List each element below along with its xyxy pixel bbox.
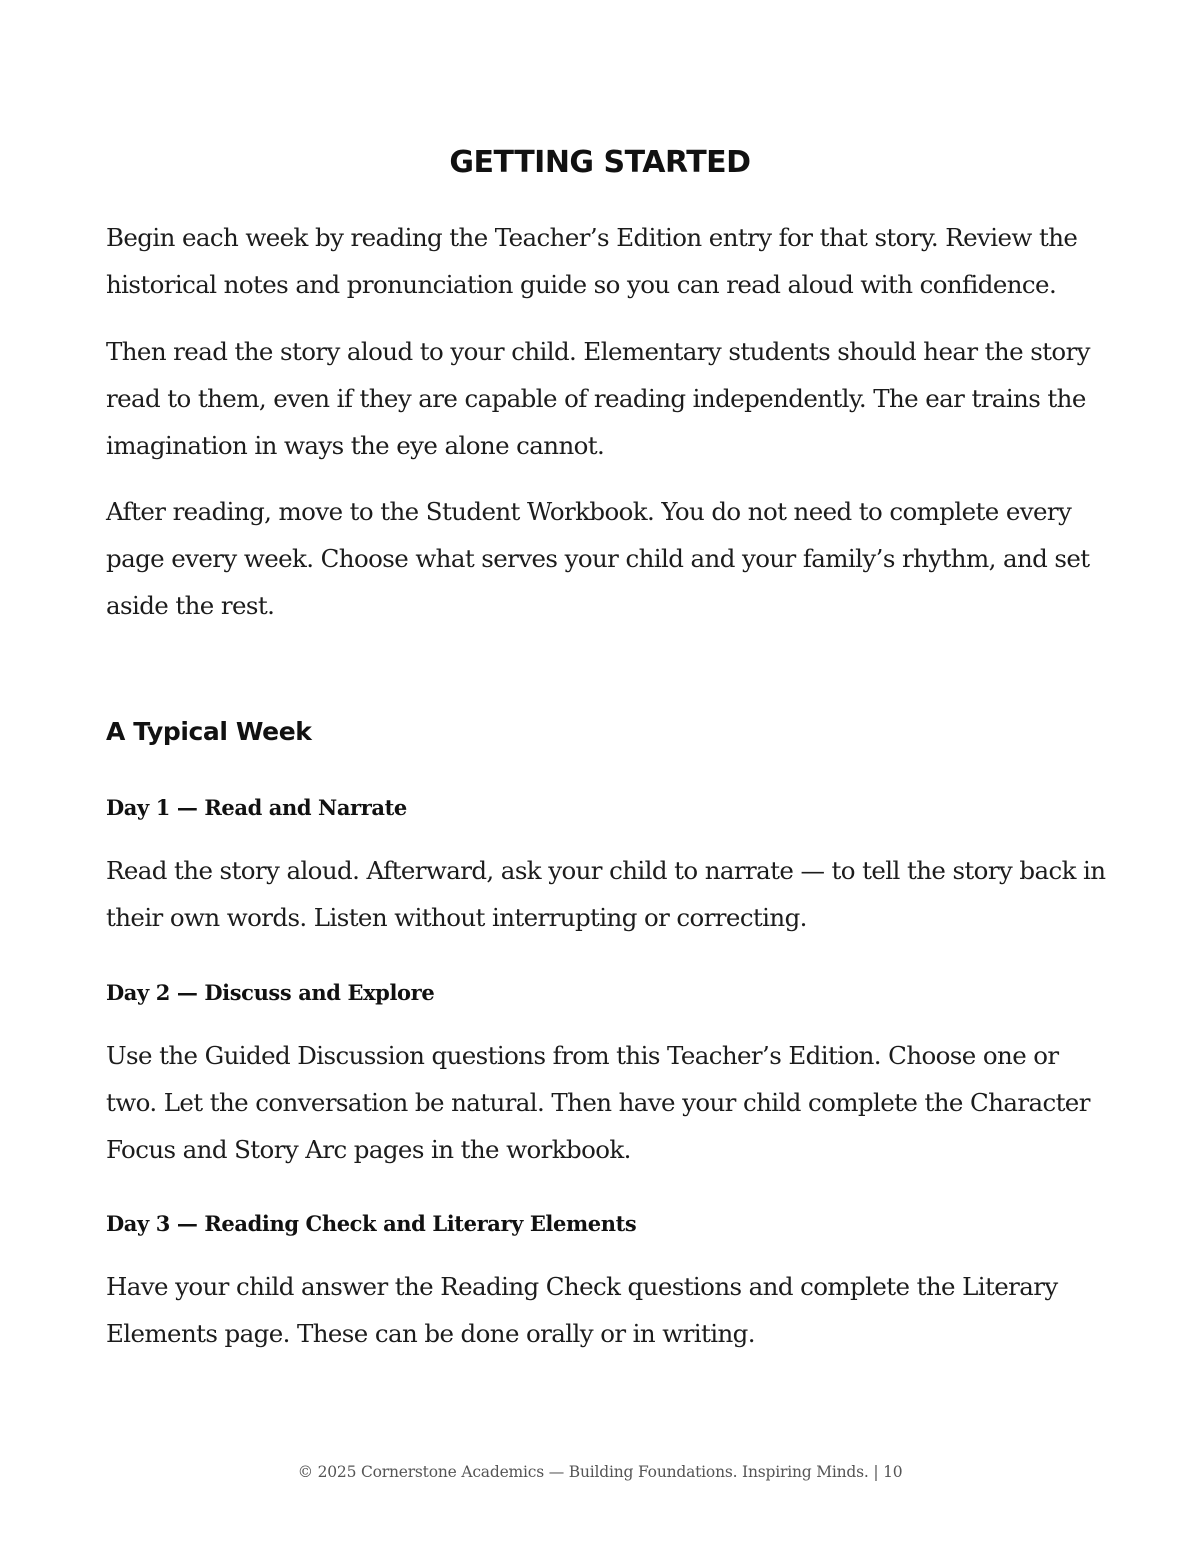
section-heading-typical-week: A Typical Week: [106, 717, 312, 746]
day-3-heading: Day 3 — Reading Check and Literary Elements: [106, 1211, 637, 1236]
intro-paragraph-3: After reading, move to the Student Workbook. You do not need to complete every page every week. Choose what serves your child and your family’s rhythm, and set aside the rest.: [106, 497, 1090, 620]
intro-paragraph-2: Then read the story aloud to your child. Elementary students should hear the story read to them, even if they are capable of reading independently. The ear trains the imagination in ways the eye alone cannot.: [106, 337, 1090, 460]
page-title: GETTING STARTED: [449, 145, 751, 180]
day-1-heading: Day 1 — Read and Narrate: [106, 795, 407, 820]
day-3-text: Have your child answer the Reading Check questions and complete the Literary Elements page. These can be done orally or in writing.: [106, 1272, 1058, 1348]
day-1-text: Read the story aloud. Afterward, ask your child to narrate — to tell the story back in their own words. Listen without interrupting or correcting.: [106, 856, 1106, 932]
page-footer: © 2025 Cornerstone Academics — Building Foundations. Inspiring Minds. | 10: [297, 1463, 903, 1481]
intro-paragraph-1: Begin each week by reading the Teacher’s Edition entry for that story. Review the historical notes and pronunciation guide so you can read aloud with confidence.: [106, 223, 1078, 299]
day-2-text: Use the Guided Discussion questions from this Teacher’s Edition. Choose one or two. Let the conversation be natural. Then have your child complete the Character Focus and Story Arc pages in the workbook.: [106, 1041, 1090, 1164]
day-2-heading: Day 2 — Discuss and Explore: [106, 980, 435, 1005]
